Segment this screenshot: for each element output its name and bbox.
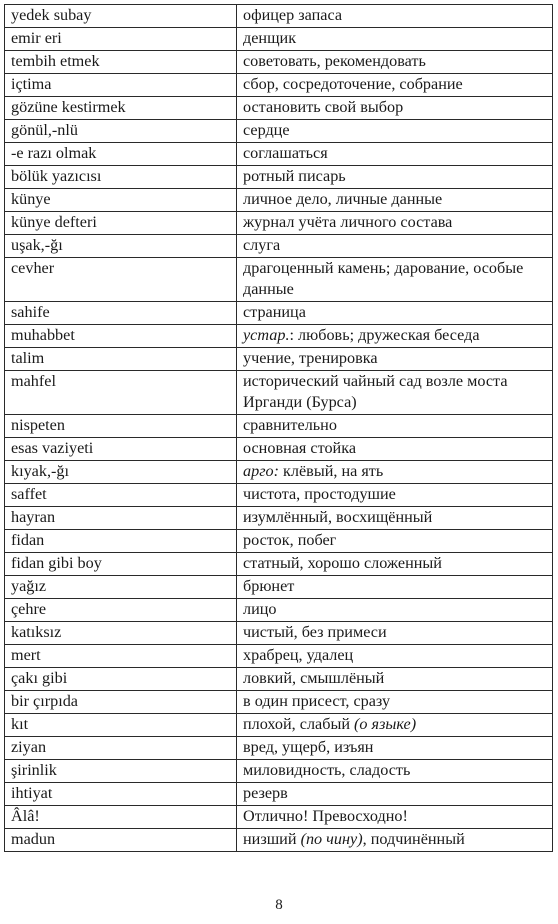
turkish-term: çehre	[5, 598, 237, 621]
translation-text: сердце	[243, 121, 290, 139]
russian-translation	[237, 28, 553, 51]
translation-text: основная стойка	[243, 438, 357, 457]
russian-translation	[237, 301, 553, 324]
russian-translation	[237, 5, 553, 28]
translation-text: в один присест, сразу	[243, 691, 391, 710]
translation-text: росток, побег	[243, 530, 337, 549]
turkish-term: cevher	[5, 258, 237, 302]
russian-translation	[237, 736, 553, 759]
turkish-term: saffet	[5, 483, 237, 506]
translation-text: храбрец, удалец	[243, 645, 354, 664]
turkish-term: fidan gibi boy	[5, 552, 237, 575]
russian-translation	[237, 828, 553, 851]
usage-note: (по чину)	[300, 829, 363, 848]
turkish-term: katıksız	[5, 621, 237, 644]
translation-text: личное дело, личные данные	[243, 190, 443, 208]
vocabulary-row	[5, 212, 553, 235]
russian-translation	[237, 120, 553, 143]
translation-text: остановить свой выбор	[243, 98, 404, 116]
vocabulary-row	[5, 460, 553, 483]
turkish-term: -e razı olmak	[5, 143, 237, 166]
translation-text: учение, тренировка	[243, 348, 378, 367]
russian-translation	[237, 506, 553, 529]
translation-text: сравнительно	[243, 415, 337, 434]
russian-translation	[237, 621, 553, 644]
vocabulary-row	[5, 736, 553, 759]
russian-translation	[237, 414, 553, 437]
vocabulary-row	[5, 301, 553, 324]
russian-translation	[237, 598, 553, 621]
vocabulary-row	[5, 828, 553, 851]
translation-text: советовать, рекомендовать	[243, 52, 426, 70]
vocabulary-row	[5, 414, 553, 437]
russian-translation	[237, 759, 553, 782]
vocabulary-row	[5, 51, 553, 74]
vocabulary-row	[5, 713, 553, 736]
turkish-term: emir eri	[5, 28, 237, 51]
russian-translation	[237, 782, 553, 805]
vocabulary-row	[5, 143, 553, 166]
translation-text: сбор, сосредоточение, собрание	[243, 75, 463, 93]
turkish-term: fidan	[5, 529, 237, 552]
turkish-term: bölük yazıcısı	[5, 166, 237, 189]
vocabulary-row	[5, 347, 553, 370]
vocabulary-row	[5, 805, 553, 828]
translation-text: Отлично! Превосходно!	[243, 806, 408, 825]
turkish-term: sahife	[5, 301, 237, 324]
turkish-term: uşak,-ğı	[5, 235, 237, 258]
vocabulary-table	[4, 4, 553, 852]
turkish-term: bir çırpıda	[5, 690, 237, 713]
turkish-term: kıyak,-ğı	[5, 460, 237, 483]
turkish-term: talim	[5, 347, 237, 370]
translation-text: денщик	[243, 29, 297, 47]
russian-translation	[237, 258, 553, 302]
russian-translation	[237, 805, 553, 828]
vocabulary-row	[5, 667, 553, 690]
turkish-term: nispeten	[5, 414, 237, 437]
russian-translation	[237, 97, 553, 120]
usage-note: устар.	[243, 325, 290, 344]
translation-text: низший	[243, 829, 301, 848]
russian-translation	[237, 667, 553, 690]
turkish-term: esas vaziyeti	[5, 437, 237, 460]
vocabulary-row	[5, 258, 553, 302]
russian-translation	[237, 690, 553, 713]
vocabulary-row	[5, 552, 553, 575]
translation-text: исторический чайный сад возле моста Ирганди (Бурса)	[243, 371, 508, 412]
translation-text: драгоценный камень; дарование, особые данные	[243, 259, 524, 299]
russian-translation	[237, 483, 553, 506]
translation-text: миловидность, сладость	[243, 760, 411, 779]
turkish-term: yağız	[5, 575, 237, 598]
translation-text: офицер запаса	[243, 6, 343, 24]
turkish-term: tembih etmek	[5, 51, 237, 74]
usage-note: (о языке)	[354, 714, 417, 733]
vocabulary-row	[5, 74, 553, 97]
translation-text: соглашаться	[243, 144, 328, 162]
turkish-term: künye defteri	[5, 212, 237, 235]
russian-translation	[237, 235, 553, 258]
document-page	[4, 4, 552, 852]
translation-text: страница	[243, 302, 306, 321]
vocabulary-row	[5, 644, 553, 667]
russian-translation	[237, 74, 553, 97]
vocabulary-row	[5, 370, 553, 414]
turkish-term: gözüne kestirmek	[5, 97, 237, 120]
russian-translation	[237, 212, 553, 235]
translation-text: лицо	[243, 599, 277, 618]
vocabulary-row	[5, 782, 553, 805]
vocabulary-row	[5, 97, 553, 120]
usage-note: арго:	[243, 461, 279, 480]
turkish-term: ihtiyat	[5, 782, 237, 805]
vocabulary-row	[5, 483, 553, 506]
vocabulary-row	[5, 189, 553, 212]
vocabulary-table-body	[5, 5, 553, 852]
russian-translation	[237, 529, 553, 552]
turkish-term: kıt	[5, 713, 237, 736]
russian-translation	[237, 552, 553, 575]
vocabulary-row	[5, 28, 553, 51]
russian-translation	[237, 460, 553, 483]
russian-translation	[237, 166, 553, 189]
vocabulary-row	[5, 759, 553, 782]
vocabulary-row	[5, 5, 553, 28]
russian-translation	[237, 189, 553, 212]
translation-text: журнал учёта личного состава	[243, 213, 453, 231]
russian-translation	[237, 370, 553, 414]
translation-text: ротный писарь	[243, 167, 346, 185]
vocabulary-row	[5, 598, 553, 621]
turkish-term: ziyan	[5, 736, 237, 759]
turkish-term: mahfel	[5, 370, 237, 414]
turkish-term: hayran	[5, 506, 237, 529]
vocabulary-row	[5, 690, 553, 713]
translation-text: резерв	[243, 783, 288, 802]
russian-translation	[237, 644, 553, 667]
vocabulary-row	[5, 506, 553, 529]
turkish-term: Âlâ!	[5, 805, 237, 828]
translation-text: чистота, простодушие	[243, 484, 396, 503]
russian-translation	[237, 51, 553, 74]
vocabulary-row	[5, 437, 553, 460]
translation-text: : любовь; дружеская беседа	[289, 325, 480, 344]
translation-text: слуга	[243, 236, 281, 254]
turkish-term: muhabbet	[5, 324, 237, 347]
vocabulary-row	[5, 235, 553, 258]
translation-text: изумлённый, восхищённый	[243, 507, 433, 526]
turkish-term: şirinlik	[5, 759, 237, 782]
translation-text: чистый, без примеси	[243, 622, 387, 641]
russian-translation	[237, 324, 553, 347]
turkish-term: madun	[5, 828, 237, 851]
turkish-term: yedek subay	[5, 5, 237, 28]
russian-translation	[237, 347, 553, 370]
vocabulary-row	[5, 575, 553, 598]
translation-text: плохой, слабый	[243, 714, 355, 733]
russian-translation	[237, 143, 553, 166]
vocabulary-row	[5, 166, 553, 189]
turkish-term: gönül,-nlü	[5, 120, 237, 143]
translation-text: статный, хорошо сложенный	[243, 553, 442, 572]
translation-text: брюнет	[243, 576, 295, 595]
translation-text: вред, ущерб, изъян	[243, 737, 374, 756]
vocabulary-row	[5, 529, 553, 552]
russian-translation	[237, 437, 553, 460]
translation-text: ловкий, смышлёный	[243, 668, 385, 687]
russian-translation	[237, 713, 553, 736]
turkish-term: içtima	[5, 74, 237, 97]
vocabulary-row	[5, 324, 553, 347]
turkish-term: künye	[5, 189, 237, 212]
page-number: 8	[275, 897, 283, 913]
turkish-term: çakı gibi	[5, 667, 237, 690]
russian-translation	[237, 575, 553, 598]
translation-text: , подчинённый	[362, 829, 465, 848]
translation-text: клёвый, на ять	[279, 461, 384, 480]
vocabulary-row	[5, 621, 553, 644]
vocabulary-row	[5, 120, 553, 143]
turkish-term: mert	[5, 644, 237, 667]
